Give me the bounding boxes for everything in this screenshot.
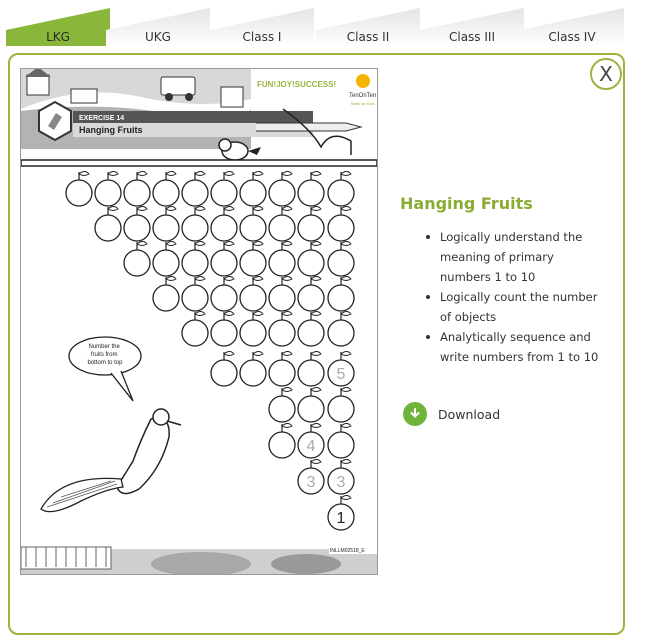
svg-text:Number the fruits from: [87, 344, 123, 366]
worksheet-preview: [20, 68, 378, 575]
fruit: [298, 460, 324, 495]
speech-bubble: [69, 337, 141, 401]
fruit: [269, 312, 295, 347]
worksheet-illustration: [21, 69, 377, 574]
bird-illustration: [219, 139, 261, 160]
fruit: [269, 424, 295, 459]
fruit: [298, 312, 324, 347]
exercise-label: EXERCISE 14: [79, 115, 125, 122]
info-bullet: Logically count the number of objects: [400, 287, 600, 327]
fruit: [240, 207, 266, 242]
branch: [21, 160, 377, 166]
fruit: [298, 242, 324, 277]
fruit: [240, 312, 266, 347]
info-bullets: [400, 227, 600, 367]
fruit: [153, 242, 179, 277]
slogan-text: FUN!JOY!SUCCESS!: [257, 80, 337, 89]
info-bullet: Analytically sequence and write numbers from 1 to 10: [400, 327, 600, 367]
tab-label: Class IV: [548, 30, 596, 44]
tab-class-2[interactable]: [316, 8, 420, 46]
fruit: [328, 388, 354, 423]
fruit: [298, 388, 324, 423]
fruit: [298, 172, 324, 207]
fruit: [269, 352, 295, 387]
class-tabs: [0, 0, 664, 46]
exercise-title: Hanging Fruits: [79, 125, 143, 135]
fruit-number: 5: [336, 366, 346, 383]
fruit-number: 3: [306, 474, 316, 491]
fruit: [66, 172, 92, 207]
fruit: [182, 207, 208, 242]
info-title: Hanging Fruits: [400, 194, 533, 213]
fruit: [211, 312, 237, 347]
fruit: [328, 312, 354, 347]
fruit: [328, 242, 354, 277]
tab-label: Class II: [346, 30, 390, 44]
fruit: [211, 352, 237, 387]
fruit: [153, 172, 179, 207]
fruit: [211, 277, 237, 312]
info-bullet: Logically understand the meaning of primary numbers 1 to 10: [400, 227, 600, 287]
fruit: [240, 242, 266, 277]
fruit-number: 1: [336, 510, 346, 527]
fruit: [298, 277, 324, 312]
fruit: [124, 172, 150, 207]
fruit: [182, 312, 208, 347]
fruit: [269, 277, 295, 312]
fruit-number: 4: [306, 438, 316, 455]
fruit: [153, 277, 179, 312]
squirrel-illustration: [41, 409, 181, 512]
tab-class-3[interactable]: [420, 8, 524, 46]
fruit: [95, 207, 121, 242]
tab-class-4[interactable]: [520, 8, 624, 46]
brand-name: TenOnTen: [349, 93, 377, 99]
fruit: [182, 172, 208, 207]
download-icon: [403, 402, 427, 426]
tab-label: UKG: [145, 30, 171, 44]
fruit: [298, 207, 324, 242]
fruit: [211, 207, 237, 242]
fruit: [124, 207, 150, 242]
download-button[interactable]: [403, 402, 500, 426]
fruit: [269, 242, 295, 277]
fruit: [328, 424, 354, 459]
fruit: [328, 207, 354, 242]
fruit: [328, 496, 354, 531]
fruit: [328, 172, 354, 207]
fruit: [328, 352, 354, 387]
tab-label: Class III: [448, 30, 495, 44]
fruit: [298, 352, 324, 387]
fruit: [269, 388, 295, 423]
fruit: [211, 172, 237, 207]
fruit: [182, 277, 208, 312]
fruit: [328, 460, 354, 495]
close-button[interactable]: X: [590, 58, 622, 90]
tab-ukg[interactable]: [106, 8, 210, 46]
bubble-line-1: Number the: [88, 344, 120, 350]
footer-scene: [21, 545, 377, 574]
fruit: [269, 207, 295, 242]
download-label: Download: [438, 406, 501, 422]
fruit: [269, 172, 295, 207]
fruit: [240, 277, 266, 312]
fruit-number: 3: [336, 474, 346, 491]
fruit: [298, 424, 324, 459]
fruit: [240, 352, 266, 387]
fruit: [124, 242, 150, 277]
brand-tag: Math for Kids: [351, 101, 375, 106]
fruit: [328, 277, 354, 312]
bubble-line-3: bottom to top: [87, 360, 123, 366]
tab-lkg[interactable]: [6, 8, 110, 46]
worksheet-info: [400, 194, 600, 367]
fruit: [153, 207, 179, 242]
bubble-line-2: fruits from: [90, 352, 118, 358]
fruit: [182, 242, 208, 277]
fruit: [211, 242, 237, 277]
worksheet-code: INLLM02518_E: [330, 548, 365, 554]
tab-label: Class I: [242, 30, 282, 44]
fruit: [240, 172, 266, 207]
tab-label: LKG: [46, 30, 70, 44]
tab-class-1[interactable]: [210, 8, 314, 46]
brand-block: [253, 71, 377, 111]
fruit: [95, 172, 121, 207]
